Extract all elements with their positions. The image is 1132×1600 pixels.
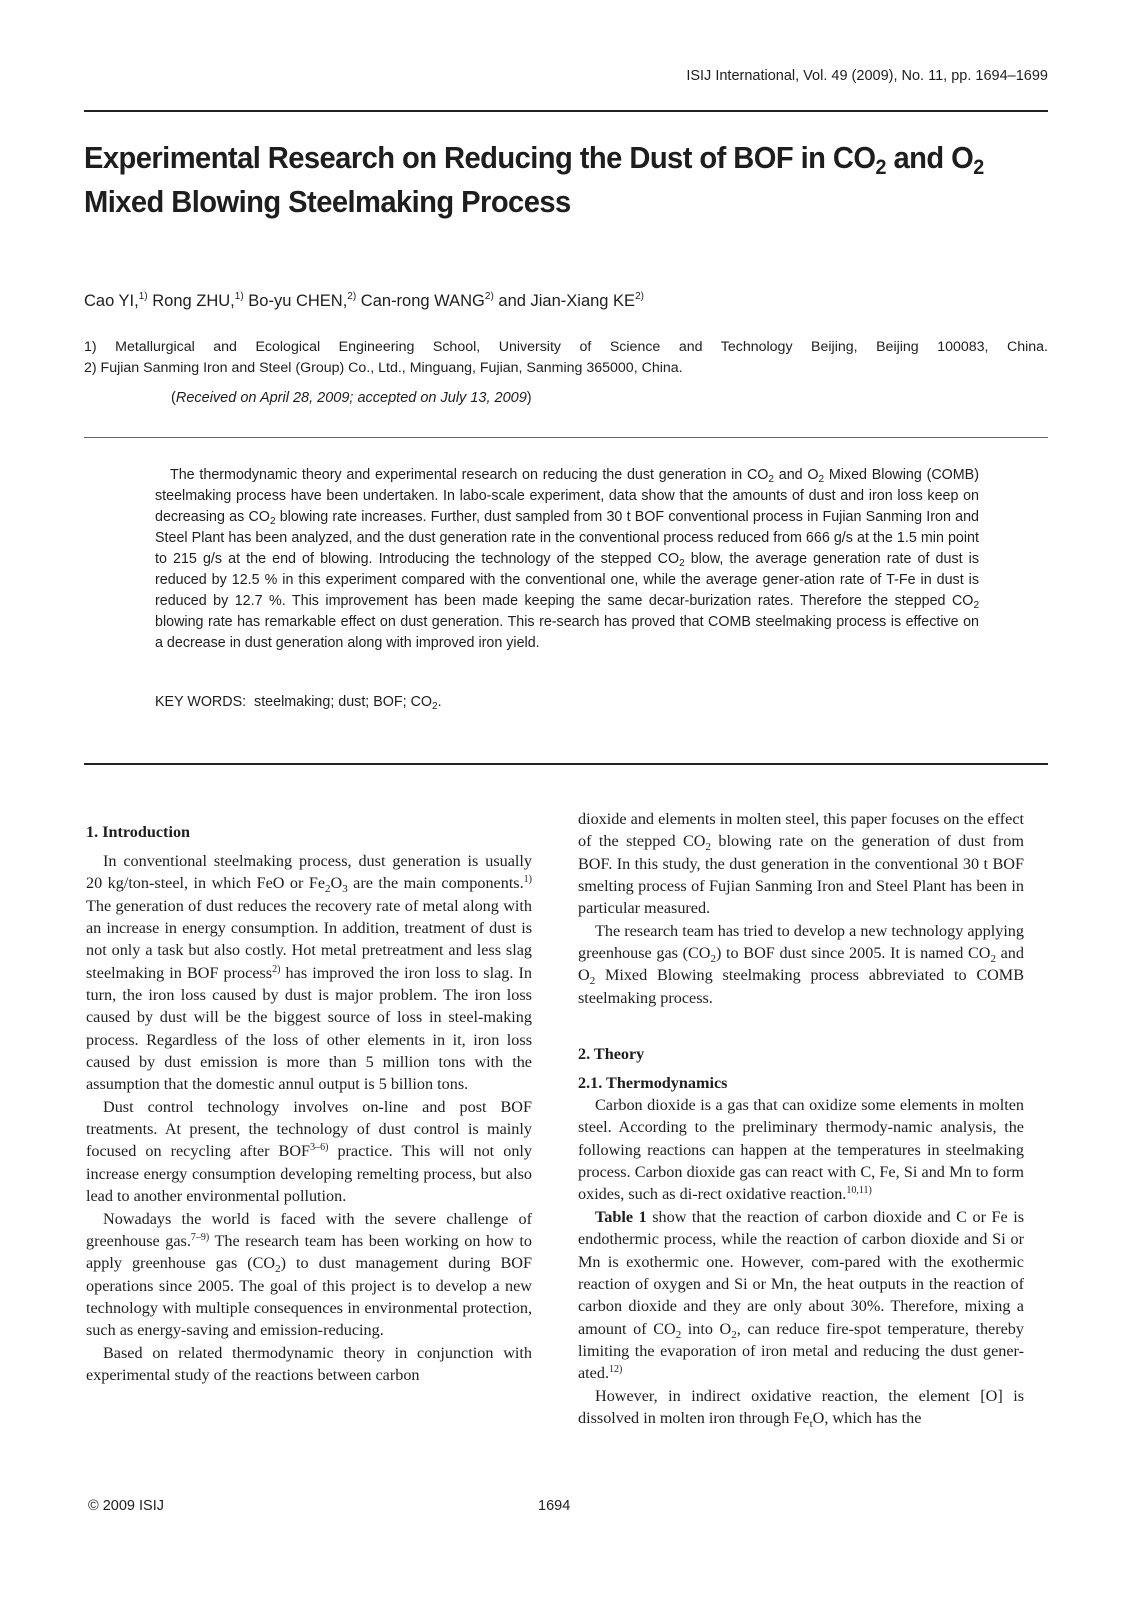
paragraph: The research team has tried to develop a new technology applying greenhouse gas $(CO_2)$ to BOF dust since 2005. It is named $CO_2$ and $O_2$ Mixed Blowing steelmaking process abbreviated to COMB steelmaking process. — [578, 921, 1024, 1007]
table-reference[interactable]: Table 1 — [595, 1207, 647, 1226]
author-list: Cao YI,$^{1)}$ Rong ZHU,$^{1)}$ Bo-yu CHEN,$^{2)}$ Can-rong WANG$^{2)}$ and Jian-Xiang KE$^{2)}$ — [84, 291, 644, 310]
received-dates: (Received on April 28, 2009; accepted on July 13, 2009) — [171, 390, 532, 406]
affiliations — [84, 337, 1048, 379]
section-heading-theory: 2. Theory — [578, 1045, 645, 1064]
left-column — [86, 821, 532, 1386]
body-rule — [84, 763, 1048, 765]
author: Can-rong WANG — [360, 292, 485, 310]
keywords: KEY WORDS: steelmaking; dust; BOF; $CO_2$. — [155, 694, 442, 712]
header-rule — [84, 110, 1048, 112]
footer-copyright: © 2009 ISIJ — [88, 1498, 164, 1514]
paragraph: Table 1 show that the reaction of carbon dioxide and C or Fe is endothermic process, while the reaction of carbon dioxide and Si or Mn is exothermic one. However, com-pared with the exothermic reaction of oxygen and Si or Mn, the heat outputs in the reaction of carbon dioxide and they are only about 30%. Therefore, mixing a amount of $CO_2$ into $O_2$, can reduce fire-spot temperature, thereby limiting the evaporation of iron metal and reducing the dust gener-ated.$^{12)}$ — [578, 1207, 1024, 1383]
author: Bo-yu CHEN, — [248, 292, 348, 310]
affiliation: 1) Metallurgical and Ecological Engineering School, University of Science and Technology Beijing, Beijing 100083, China. — [84, 339, 1048, 355]
abstract-text: The thermodynamic theory and experimental research on reducing the dust generation in $CO_2$ and $O_2$ Mixed Blowing (COMB) steelmaking process have been undertaken. In labo-scale experiment, data show that the amounts of dust and iron loss keep on decreasing as $CO_2$ blowing rate increases. Further, dust sampled from 30 t BOF conventional process in Fujian Sanming Iron and Steel Plant has been analyzed, and the dust generation rate in the conventional process reduced from 666 g/s at the 1.5 min point to 215 g/s at the end of blowing. Introducing the technology of the stepped $CO_2$ blow, the average generation rate of dust is reduced by 12.5 % in this experiment compared with the conventional one, while the average gener-ation rate of T-Fe in dust is reduced by 12.7 %. This improvement has been made keeping the same decar-burization rates. Therefore the stepped $CO_2$ blowing rate has remarkable effect on dust generation. This re-search has proved that COMB steelmaking process is effective on a decrease in dust generation along with improved iron yield. — [155, 467, 980, 651]
subsection-heading-thermodynamics: 2.1. Thermodynamics — [578, 1074, 728, 1093]
paragraph: Dust control technology involves on-line and post BOF treatments. At present, the technology of dust control is mainly focused on recycling after BOF$^{3-6)}$ practice. This will not only increase energy consumption developing remelting process, but also lead to another environmental pollution. — [86, 1097, 533, 1206]
affiliation: 2) Fujian Sanming Iron and Steel (Group) Co., Ltd., Minguang, Fujian, Sanming 365000, China. — [84, 360, 683, 376]
paper-title: Experimental Research on Reducing the Dust of BOF in $CO_2$ and $O_2$ Mixed Blowing Steelmaking Process — [84, 140, 984, 219]
author: Rong ZHU, — [152, 292, 235, 310]
paragraph: In conventional steelmaking process, dust generation is usually 20 kg/ton-steel, in which FeO or $Fe_2O_3$ are the main components.$^{1)}$ The generation of dust reduces the recovery rate of metal along with an increase in energy consumption. In addition, treatment of dust is not only a task but also costly. Hot metal pretreatment and less slag steelmaking in BOF process$^{2)}$ has improved the iron loss to slag. In turn, the iron loss caused by dust is major problem. The iron loss caused by dust will be the biggest source of loss in steel-making process. Regardless of the loss of other elements in it, iron loss caused by dust emission is more than 5 million tons with the assumption that the domestic annul output is 5 billion tons. — [86, 852, 533, 1094]
paragraph: Based on related thermodynamic theory in conjunction with experimental study of the reactions between carbon — [86, 1343, 532, 1384]
section-gap — [578, 1009, 1024, 1043]
paragraph: Carbon dioxide is a gas that can oxidize some elements in molten steel. According to the preliminary thermody-namic analysis, the following reactions can happen at the temperatures in steelmaking process. Carbon dioxide gas can react with C, Fe, Si and Mn to form oxides, such as di-rect oxidative reaction.$^{10,11)}$ — [578, 1096, 1024, 1204]
section-heading-introduction: 1. Introduction — [86, 823, 191, 841]
abstract — [155, 465, 979, 654]
paragraph: dioxide and elements in molten steel, this paper focuses on the effect of the stepped $CO_2$ blowing rate on the generation of dust from BOF. In this study, the dust generation in the conventional 30 t BOF smelting process of Fujian Sanming Iron and Steel Plant has been in particular measured. — [578, 810, 1024, 918]
journal-citation: ISIJ International, Vol. 49 (2009), No. 11, pp. 1694–1699 — [686, 68, 1048, 84]
page-number: 1694 — [538, 1498, 571, 1514]
abstract-rule — [84, 437, 1048, 438]
right-column — [578, 808, 1024, 1429]
paragraph: However, in indirect oxidative reaction, the element [O] is dissolved in molten iron through $Fe_tO$, which has the — [578, 1386, 1024, 1430]
author: Cao YI, — [84, 292, 139, 310]
paragraph: Nowadays the world is faced with the severe challenge of greenhouse gas.$^{7-9)}$ The research team has been working on how to apply greenhouse gas $(CO_2)$ to dust management during BOF operations since 2005. The goal of this project is to develop a new technology with multiple consequences in environmental protection, such as energy-saving and emission-reducing. — [86, 1209, 532, 1340]
author: and Jian-Xiang KE — [498, 292, 636, 310]
